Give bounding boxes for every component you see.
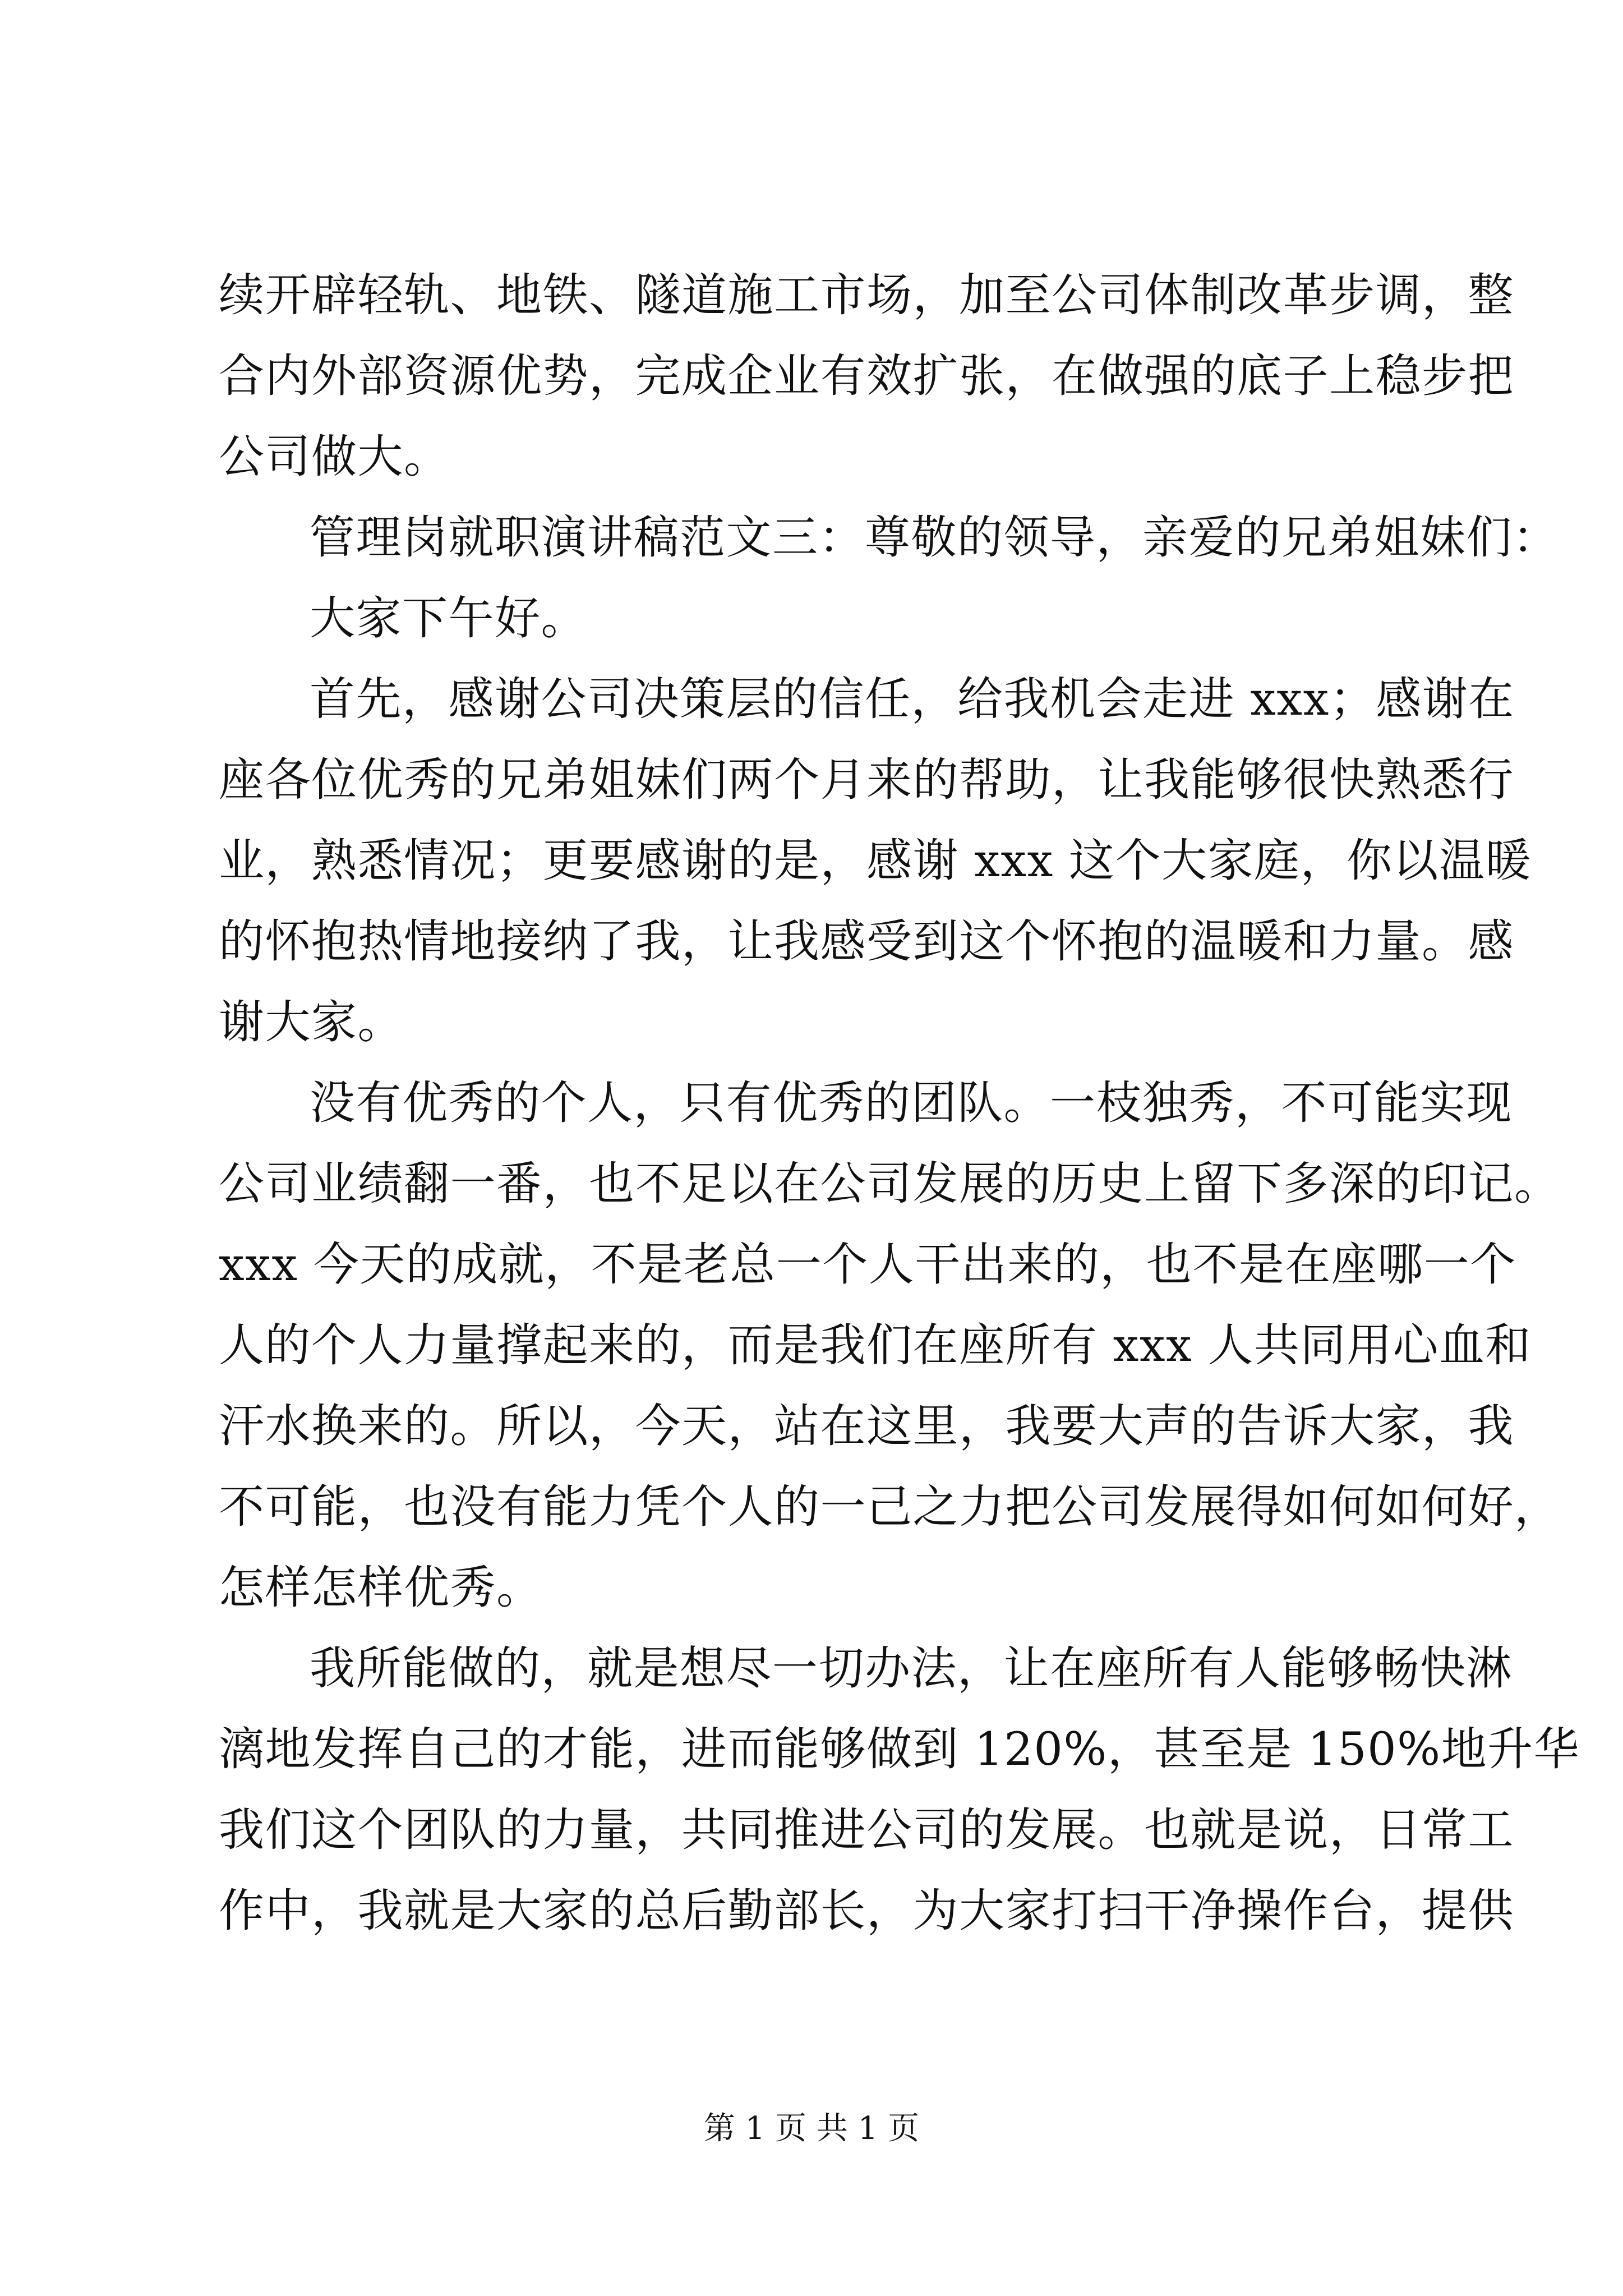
text-line: 我所能做的，就是想尽一切办法，让在座所有人能够畅快淋 (310, 1642, 1513, 1695)
text-line: 续开辟轻轨、地铁、隧道施工市场，加至公司体制改革步调，整 (219, 269, 1515, 322)
text-line: 我们这个团队的力量，共同推进公司的发展。也就是说，日常工 (219, 1804, 1515, 1857)
text-line: xxx 今天的成就，不是老总一个人干出来的，也不是在座哪一个 (219, 1239, 1516, 1291)
text-line: 汗水换来的。所以，今天，站在这里，我要大声的告诉大家，我 (219, 1400, 1515, 1453)
text-line: 座各位优秀的兄弟姐妹们两个月来的帮助，让我能够很快熟悉行 (219, 754, 1515, 807)
text-line: 首先，感谢公司决策层的信任，给我机会走进 xxx；感谢在 (310, 673, 1515, 726)
text-line: 的怀抱热情地接纳了我，让我感受到这个怀抱的温暖和力量。感 (219, 915, 1515, 968)
paragraph-heading: 管理岗就职演讲稿范文三：尊敬的领导，亲爱的兄弟姐妹们： (310, 512, 1559, 564)
text-line: 漓地发挥自己的才能，进而能够做到 120%，甚至是 150%地升华 (219, 1723, 1580, 1776)
body-text (219, 255, 1580, 1952)
text-line: 合内外部资源优势，完成企业有效扩张，在做强的底子上稳步把 (219, 350, 1515, 403)
text-line: 谢大家。 (219, 996, 404, 1049)
text-line: 不可能，也没有能力凭个人的一己之力把公司发展得如何如何好， (219, 1481, 1561, 1534)
text-line: 大家下午好。 (310, 592, 588, 645)
text-line: 业，熟悉情况；更要感谢的是，感谢 xxx 这个大家庭，你以温暖 (219, 835, 1532, 887)
text-line: 怎样怎样优秀。 (219, 1562, 543, 1614)
text-line: 没有优秀的个人，只有优秀的团队。一枝独秀，不可能实现 (310, 1077, 1513, 1130)
text-line: 公司做大。 (219, 431, 450, 484)
page-footer: 第 1 页 共 1 页 (703, 2110, 920, 2147)
text-line: 作中，我就是大家的总后勤部长，为大家打扫干净操作台，提供 (219, 1885, 1515, 1938)
text-line: 公司业绩翻一番，也不足以在公司发展的历史上留下多深的印记。 (219, 1158, 1561, 1211)
text-line: 人的个人力量撑起来的，而是我们在座所有 xxx 人共同用心血和 (219, 1319, 1532, 1372)
